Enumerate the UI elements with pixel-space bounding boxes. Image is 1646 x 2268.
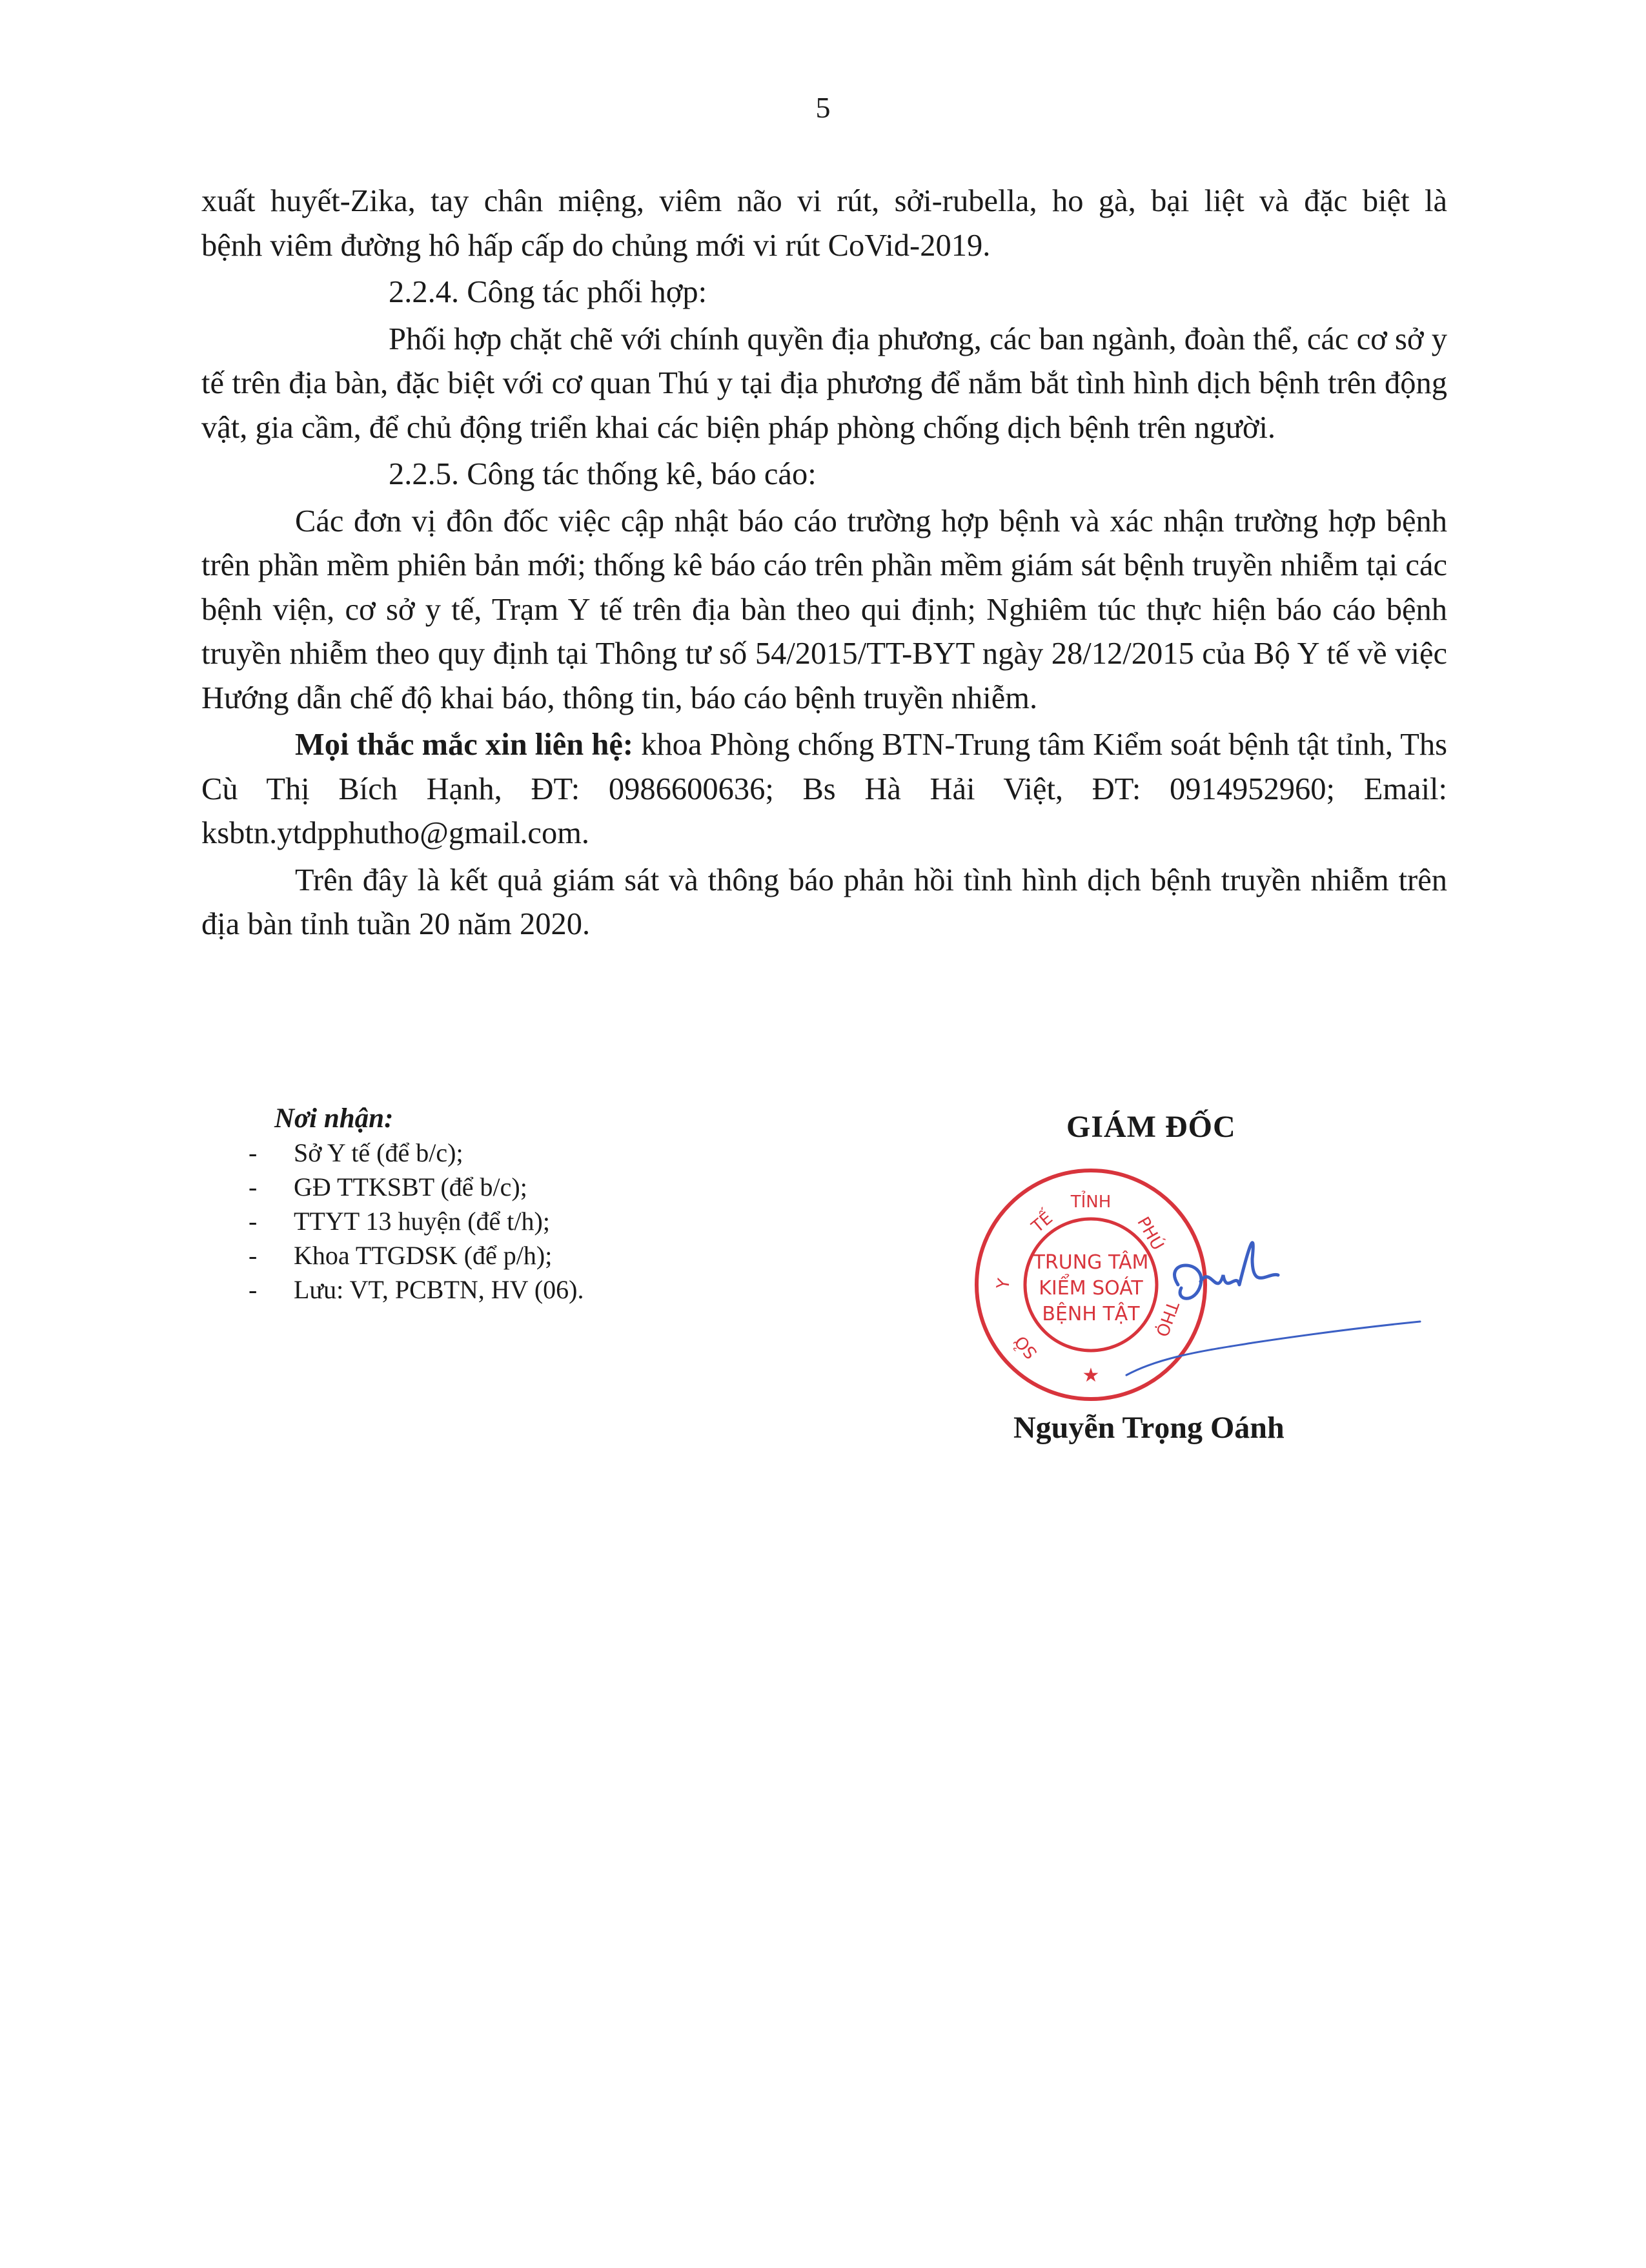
- stamp-ring-text: PHÚ: [1133, 1214, 1168, 1254]
- recipients-title: Nơi nhận:: [274, 1103, 394, 1134]
- signer-name: Nguyễn Trọng Oánh: [1013, 1411, 1285, 1445]
- paragraph-continuation-line-2: bệnh viêm đường hô hấp cấp do chủng mới vi rút CoVid-2019.: [201, 228, 991, 263]
- section-heading-2-2-5: 2.2.5. Công tác thống kê, báo cáo:: [389, 457, 817, 491]
- stamp-center-line-3: BỆNH TẬT: [1042, 1303, 1140, 1325]
- page-number: 5: [815, 91, 831, 124]
- official-stamp: [968, 1162, 1433, 1407]
- stamp-ring-text: TẾ: [1028, 1208, 1057, 1237]
- contact-text: khoa Phòng chống BTN-Trung tâm Kiểm soát bệnh tật tỉnh, Ths Cù Thị Bích Hạnh, ĐT: 0986600636; Bs Hà Hải Việt, ĐT: 0914952960; Email: ksbtn.ytdpphutho@gmail.com.: [201, 728, 1447, 850]
- stamp-star-icon: ★: [1082, 1364, 1100, 1387]
- stamp-center-line-2: KIỂM SOÁT: [1039, 1277, 1143, 1300]
- paragraph-statistics: Các đơn vị đôn đốc việc cập nhật báo cáo trường hợp bệnh và xác nhận trường hợp bệnh trên phần mềm phiên bản mới; thống kê báo cáo trên phần mềm giám sát bệnh truyền nhiễm tại các bệnh viện, cơ sở y tế, Trạm Y tế trên địa bàn theo qui định; Nghiêm túc thực hiện báo cáo bệnh truyền nhiễm theo quy định tại Thông tư số 54/2015/TT-BYT ngày 28/12/2015 của Bộ Y tế về việc Hướng dẫn chế độ khai báo, thông tin, báo cáo bệnh truyền nhiễm.: [201, 504, 1447, 715]
- paragraph-contact: [201, 723, 1447, 856]
- stamp-ring-text: SỞ: [1010, 1330, 1042, 1363]
- recipients-list: [249, 1136, 584, 1307]
- stamp-ring-text: Y: [993, 1277, 1015, 1291]
- contact-label: Mọi thắc mắc xin liên hệ:: [295, 728, 634, 762]
- section-heading-2-2-4: 2.2.4. Công tác phối hợp:: [389, 275, 707, 309]
- stamp-seal-icon: [977, 1170, 1205, 1399]
- recipients-block: [249, 1101, 584, 1307]
- stamp-ring-text: TỈNH: [1070, 1192, 1112, 1212]
- recipient-item: - Sở Y tế (để b/c);: [249, 1136, 584, 1170]
- signature-block: [968, 1098, 1536, 1459]
- stamp-ring-text: THỌ: [1151, 1298, 1183, 1340]
- stamp-center-line-1: TRUNG TÂM: [1033, 1251, 1149, 1274]
- recipient-item: - TTYT 13 huyện (để t/h);: [249, 1204, 584, 1238]
- recipient-item: - GĐ TTKSBT (để b/c);: [249, 1170, 584, 1204]
- paragraph-closing: Trên đây là kết quả giám sát và thông báo phản hồi tình hình dịch bệnh truyền nhiễm trên địa bàn tỉnh tuần 20 năm 2020.: [201, 863, 1447, 941]
- paragraph-coordination: Phối hợp chặt chẽ với chính quyền địa phương, các ban ngành, đoàn thể, các cơ sở y tế trên địa bàn, đặc biệt với cơ quan Thú y tại địa phương để nắm bắt tình hình dịch bệnh trên động vật, gia cầm, để chủ động triển khai các biện pháp phòng chống dịch bệnh trên người.: [201, 322, 1447, 445]
- recipient-item: - Khoa TTGDSK (để p/h);: [249, 1238, 584, 1272]
- signature-title: GIÁM ĐỐC: [1066, 1110, 1236, 1144]
- paragraph-continuation-line-1: xuất huyết-Zika, tay chân miệng, viêm não vi rút, sởi-rubella, ho gà, bại liệt và đặc biệt là: [201, 184, 1447, 218]
- document-body: [201, 179, 1447, 947]
- recipient-item: - Lưu: VT, PCBTN, HV (06).: [249, 1272, 584, 1307]
